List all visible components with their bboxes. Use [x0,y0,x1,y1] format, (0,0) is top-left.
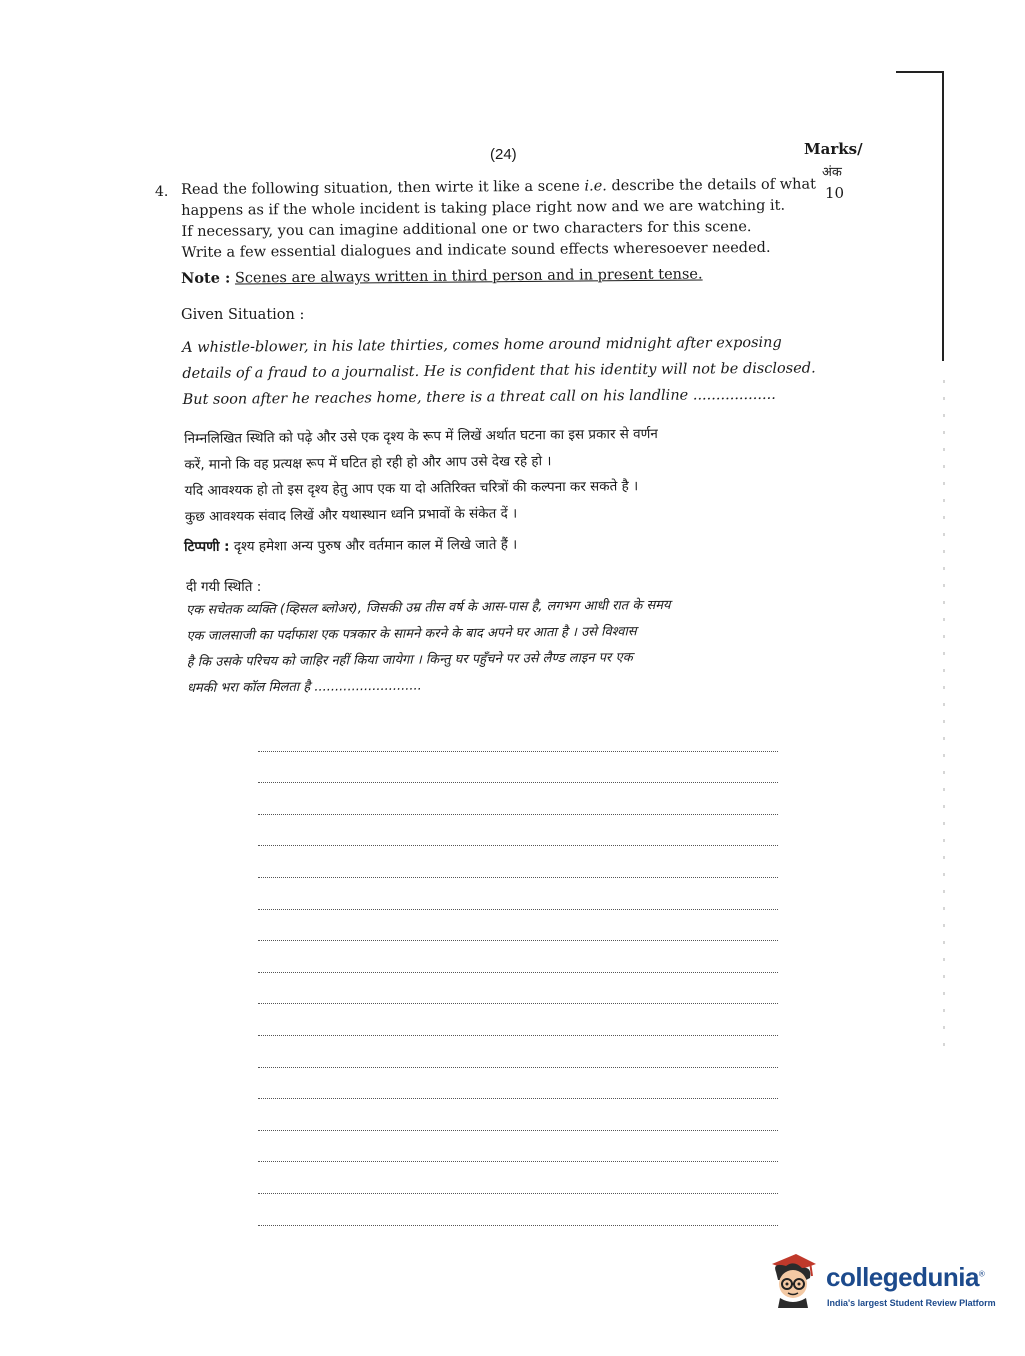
instruction-line: If necessary, you can imagine additional one or two characters for this scene. [181,219,752,240]
answer-line[interactable] [258,1131,778,1163]
corner-bracket-top [896,71,944,73]
question-number: 4. [155,184,169,200]
situation-english [182,329,816,413]
brand-tagline: India's largest Student Review Platform [827,1298,996,1308]
answer-line[interactable] [258,878,778,910]
question-instructions-hindi [184,421,659,530]
answer-line[interactable] [258,1068,778,1100]
corner-bracket-side [942,71,944,361]
answer-line[interactable] [258,752,778,784]
situation-line: A whistle-blower, in his late thirties, comes home around midnight after exposing [182,334,782,356]
answer-writing-area[interactable] [258,720,778,1226]
answer-line[interactable] [258,910,778,942]
answer-line[interactable] [258,720,778,752]
instruction-line: happens as if the whole incident is taking place right now and we are watching it. [181,197,786,219]
note-label: Note : [181,269,231,287]
answer-line[interactable] [258,941,778,973]
given-situation-label: Given Situation : [181,307,305,323]
note-english [181,265,703,287]
hindi-situation-line: धमकी भरा कॉल मिलता है .......................... [186,678,422,696]
note-text: Scenes are always written in third person and in present tense. [234,266,703,287]
answer-line[interactable] [258,1004,778,1036]
hindi-situation-line: एक सचेतक व्यक्ति (व्हिसल ब्लोअर), जिसकी उम्र तीस वर्ष के आस-पास है, लगभग आधी रात के समय [186,597,671,618]
hindi-situation-line: है कि उसके परिचय को जाहिर नहीं किया जायेगा । किन्तु घर पहुँचने पर उसे लैण्ड लाइन पर एक [186,650,633,670]
situation-line: details of a fraud to a journalist. He is confident that his identity will not be disclosed. [182,360,816,382]
hindi-instruction-line: यदि आवश्यक हो तो इस दृश्य हेतु आप एक या दो अतिरिक्त चरित्रों की कल्पना कर सकते है । [184,478,639,499]
hindi-note-label: टिप्पणी : [184,538,230,555]
situation-hindi [186,593,671,702]
hindi-given-label: दी गयी स्थिति : [186,579,262,595]
scan-edge-marks [943,380,945,1060]
answer-line[interactable] [258,846,778,878]
answer-line[interactable] [258,815,778,847]
answer-line[interactable] [258,783,778,815]
answer-line[interactable] [258,1036,778,1068]
student-mascot-icon [766,1250,820,1308]
instruction-line: Read the following situation, then wirte it like a scene i.e. describe the details of what [181,176,816,198]
answer-line[interactable] [258,1194,778,1226]
marks-value: 10 [825,184,845,202]
note-hindi [184,535,517,555]
brand-name: collegedunia® [826,1262,985,1292]
hindi-instruction-line: करें, मानो कि वह प्रत्यक्ष रूप में घटित हो रही हो और आप उसे देख रहे हो । [184,453,552,473]
page-number: (24) [490,146,517,163]
question-instructions-english [181,174,817,264]
answer-line[interactable] [258,1099,778,1131]
instruction-line: Write a few essential dialogues and indicate sound effects wheresoever needed. [181,239,771,261]
hindi-note-text: दृश्य हमेशा अन्य पुरुष और वर्तमान काल में लिखे जाते हैं । [233,536,518,555]
marks-heading-hindi: अंक [822,165,842,180]
answer-line[interactable] [258,973,778,1005]
brand-watermark [766,1248,996,1318]
hindi-instruction-line: कुछ आवश्यक संवाद लिखें और यथास्थान ध्वनि प्रभावों के संकेत दें । [184,505,518,525]
answer-line[interactable] [258,1162,778,1194]
hindi-instruction-line: निम्नलिखित स्थिति को पढ़े और उसे एक दृश्य के रूप में लिखें अर्थात घटना का इस प्रकार से वर्णन [184,426,658,447]
hindi-situation-line: एक जालसाजी का पर्दाफाश एक पत्रकार के सामने करने के बाद अपने घर आता है । उसे विश्वास [186,624,637,644]
situation-line: But soon after he reaches home, there is a threat call on his landline .................. [182,386,776,408]
marks-heading: Marks/ [804,140,863,158]
